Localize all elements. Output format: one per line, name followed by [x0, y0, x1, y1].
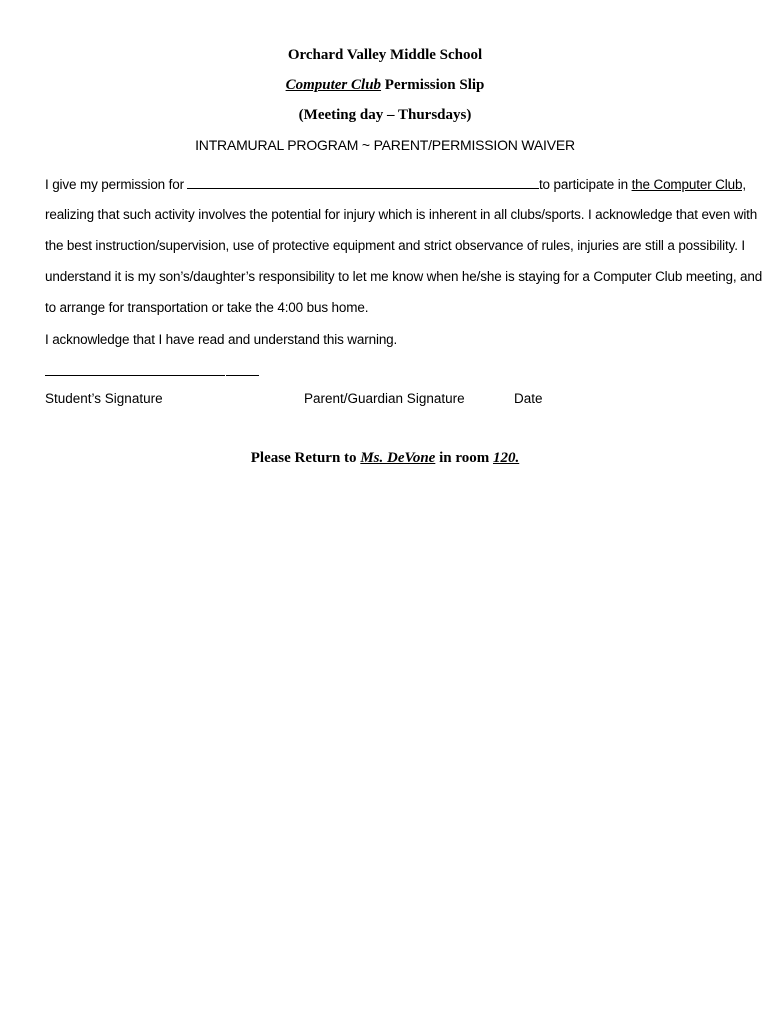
waiver-line-4: understand it is my son’s/daughter’s responsibility to let me know when he/she is staying for a Computer Club meeting, and: [45, 269, 763, 284]
return-prefix: Please Return to: [250, 450, 361, 466]
waiver-line-2: realizing that such activity involves the potential for injury which is inherent in all clubs/sports. I acknowledge that even with: [45, 207, 758, 222]
parent-signature-label: Parent/Guardian Signature: [304, 391, 465, 406]
student-signature-line[interactable]: [45, 375, 225, 376]
program-heading: INTRAMURAL PROGRAM ~ PARENT/PERMISSION WAIVER: [195, 137, 575, 153]
club-name: Computer Club: [285, 77, 382, 93]
meeting-day: (Meeting day – Thursdays): [298, 107, 472, 123]
return-instructions: [0, 450, 770, 467]
school-name: Orchard Valley Middle School: [287, 47, 483, 63]
date-label: Date: [514, 391, 543, 406]
signature-line-extension: [226, 375, 259, 376]
room-text: in room: [435, 450, 493, 466]
permission-line: [45, 176, 746, 192]
student-name-blank[interactable]: [187, 176, 539, 189]
room-number: 120.: [492, 450, 520, 466]
permission-suffix: to participate in: [538, 177, 632, 192]
student-signature-label: Student’s Signature: [45, 391, 163, 406]
teacher-name: Ms. DeVone: [360, 450, 436, 466]
waiver-line-5: to arrange for transportation or take the 4:00 bus home.: [45, 300, 369, 315]
slip-title-text: Permission Slip: [381, 77, 485, 93]
acknowledgement-line: I acknowledge that I have read and understand this warning.: [45, 332, 398, 347]
slip-title: [0, 77, 770, 94]
waiver-line-3: the best instruction/supervision, use of protective equipment and strict observance of rules, injuries are still a possibility. I: [45, 238, 746, 253]
permission-prefix: I give my permission for: [45, 177, 184, 192]
club-reference: the Computer Club,: [631, 177, 746, 192]
